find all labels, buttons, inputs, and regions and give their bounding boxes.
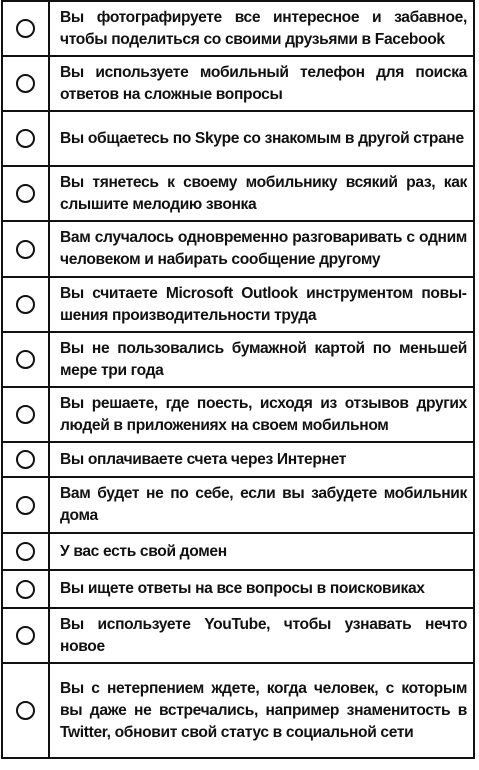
radio-circle-icon[interactable] bbox=[16, 240, 35, 259]
radio-circle-icon[interactable] bbox=[16, 350, 35, 369]
statement-cell bbox=[50, 333, 473, 386]
statement-text: У вас есть свой домен bbox=[60, 542, 227, 560]
radio-circle-icon[interactable] bbox=[16, 701, 35, 720]
checkbox-cell bbox=[3, 571, 50, 607]
checklist-row-14 bbox=[3, 664, 473, 757]
checklist-row-9 bbox=[3, 443, 473, 478]
statement-text: Вы оплачиваете счета через Интернет bbox=[60, 450, 347, 468]
statement-cell bbox=[50, 534, 473, 569]
statement-text: Вы используете YouTube, чтобы узнавать нечто новое bbox=[60, 615, 467, 655]
statement-text: Вы фотографируете все интересное и забавное, чтобы поделиться со своими друзьями в Facebook bbox=[60, 8, 467, 48]
checklist-row-6 bbox=[3, 278, 473, 333]
checklist-table bbox=[1, 0, 475, 759]
statement-text: Вы ищете ответы на все вопросы в поисковиках bbox=[60, 580, 425, 597]
statement-cell bbox=[50, 478, 473, 532]
checklist-row-8 bbox=[3, 388, 473, 443]
radio-circle-icon[interactable] bbox=[16, 184, 35, 203]
statement-cell bbox=[50, 664, 473, 757]
radio-circle-icon[interactable] bbox=[16, 496, 35, 515]
statement-cell bbox=[50, 57, 473, 110]
checkbox-cell bbox=[3, 388, 50, 441]
statement-cell bbox=[50, 388, 473, 441]
checkbox-cell bbox=[3, 222, 50, 276]
radio-circle-icon[interactable] bbox=[16, 626, 35, 645]
checklist-row-2 bbox=[3, 57, 473, 112]
statement-cell bbox=[50, 112, 473, 165]
radio-circle-icon[interactable] bbox=[16, 405, 35, 424]
checkbox-cell bbox=[3, 333, 50, 386]
checkbox-cell bbox=[3, 278, 50, 331]
statement-text: Вы считаете Microsoft Outlook инструментом повышения производительности труда bbox=[60, 284, 467, 324]
statement-cell bbox=[50, 2, 473, 55]
radio-circle-icon[interactable] bbox=[16, 450, 35, 469]
statement-text: Вы не пользовались бумажной картой по меньшей мере три года bbox=[60, 339, 467, 379]
statement-cell bbox=[50, 443, 473, 476]
statement-text: Вы общаетесь по Skype со знакомым в другой стране bbox=[60, 129, 464, 147]
radio-circle-icon[interactable] bbox=[16, 580, 35, 599]
statement-text: Вам будет не по себе, если вы забудете мобильник дома bbox=[60, 485, 467, 524]
checklist-row-3 bbox=[3, 112, 473, 167]
checkbox-cell bbox=[3, 443, 50, 476]
statement-cell bbox=[50, 222, 473, 276]
checklist-row-4 bbox=[3, 167, 473, 222]
statement-text: Вам случалось одновременно разговаривать с одним человеком и набирать сообщение другому bbox=[60, 229, 467, 268]
checkbox-cell bbox=[3, 478, 50, 532]
checklist-row-11 bbox=[3, 534, 473, 571]
checklist-row-1 bbox=[3, 2, 473, 57]
statement-cell bbox=[50, 278, 473, 331]
statement-text: Вы с нетерпением ждете, когда человек, с которым вы даже не встречались, например знаменитость в Twitter, обновит свой статус в социальной сети bbox=[60, 679, 467, 741]
statement-cell bbox=[50, 571, 473, 607]
statement-text: Вы тянетесь к своему мобильнику всякий раз, как слышите мелодию звонка bbox=[60, 173, 467, 213]
statement-text: Вы решаете, где поесть, исходя из отзывов других людей в приложениях на своем мобильном bbox=[60, 394, 467, 434]
checklist-row-7 bbox=[3, 333, 473, 388]
checklist-row-13 bbox=[3, 609, 473, 664]
checkbox-cell bbox=[3, 534, 50, 569]
checklist-row-12 bbox=[3, 571, 473, 609]
checkbox-cell bbox=[3, 167, 50, 220]
checkbox-cell bbox=[3, 2, 50, 55]
radio-circle-icon[interactable] bbox=[16, 19, 35, 38]
radio-circle-icon[interactable] bbox=[16, 295, 35, 314]
checkbox-cell bbox=[3, 609, 50, 662]
radio-circle-icon[interactable] bbox=[16, 74, 35, 93]
checkbox-cell bbox=[3, 57, 50, 110]
radio-circle-icon[interactable] bbox=[16, 129, 35, 148]
statement-cell bbox=[50, 167, 473, 220]
statement-cell bbox=[50, 609, 473, 662]
checklist-row-10 bbox=[3, 478, 473, 534]
checklist-row-5 bbox=[3, 222, 473, 278]
radio-circle-icon[interactable] bbox=[16, 542, 35, 561]
checkbox-cell bbox=[3, 664, 50, 757]
statement-text: Вы используете мобильный телефон для поиска ответов на сложные вопросы bbox=[60, 63, 467, 103]
checkbox-cell bbox=[3, 112, 50, 165]
